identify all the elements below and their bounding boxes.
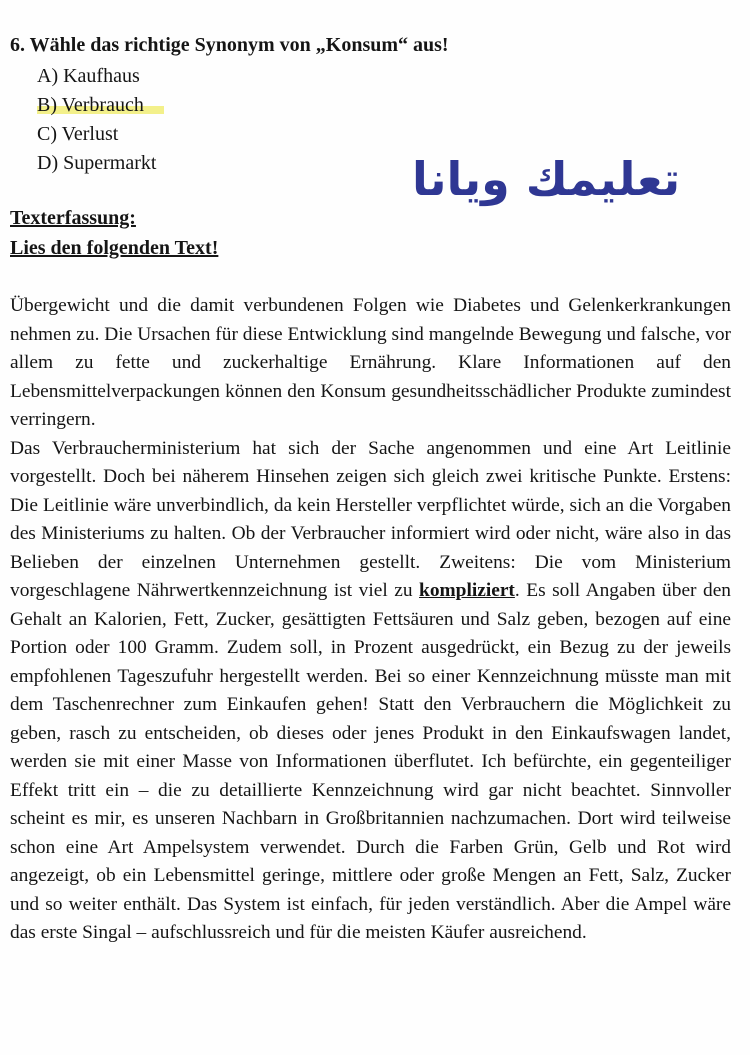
option-a: A) Kaufhaus	[37, 65, 140, 87]
paragraph-2	[10, 435, 731, 948]
paragraph-1: Übergewicht und die damit verbundenen Folgen wie Diabetes und Gelenkerkrankungen nehmen zu. Die Ursachen für diese Entwicklung sind mangelnde Bewegung und falsche, vor allem zu fette und zuckerhaltige Ernährung. Klare Informationen auf den Lebensmittelverpackungen können den Konsum gesundheitsschädlicher Produkte zumindest verringern.	[10, 295, 731, 430]
reading-text	[10, 292, 731, 948]
keyword-kompliziert: kompliziert	[419, 580, 515, 601]
option-d: D) Supermarkt	[37, 152, 157, 174]
arabic-watermark: تعليمك ويانا	[412, 152, 681, 206]
question-title: 6. Wähle das richtige Synonym von „Konsum“ aus!	[10, 34, 449, 56]
section-instruction: Lies den folgenden Text!	[10, 237, 219, 259]
paragraph-2-end: . Es soll Angaben über den Gehalt an Kalorien, Fett, Zucker, gesättigten Fettsäuren und Salz geben, bezogen auf eine Portion oder 100 Gramm. Zudem soll, in Prozent ausgedrückt, ein Bezug zu der jeweils empfohlenen Tageszufuhr hergestellt werden. Bei so einer Kennzeichnung müsste man mit dem Taschenrechner zum Einkaufen gehen! Statt den Verbrauchern die Möglichkeit zu geben, rasch zu entscheiden, ob dieses oder jenes Produkt in den Einkaufswagen landet, werden sie mit einer Masse von Informationen überflutet. Ich befürchte, ein gegenteiliger Effekt tritt ein – die zu detaillierte Kennzeichnung wird gar nicht beachtet. Sinnvoller scheint es mir, es unseren Nachbarn in Großbritannien nachzumachen. Dort wird teilweise schon eine Art Ampelsystem verwendet. Durch die Farben Grün, Gelb und Rot wird angezeigt, ob ein Lebensmittel geringe, mittlere oder große Mengen an Fett, Salz, Zucker und so weiter enthält. Das System ist einfach, für jeden verständlich. Aber die Ampel wäre das erste Singal – aufschlussreich und für die meisten Käufer ausreichend.	[10, 580, 732, 943]
option-b	[37, 91, 164, 120]
highlighted-answer: B) Verbrauch	[37, 94, 164, 116]
paragraph-2-start: Das Verbraucherministerium hat sich der Sache angenommen und eine Art Leitlinie vorgestellt. Doch bei näherem Hinsehen zeigen sich gleich zwei kritische Punkte. Erstens: Die Leitlinie wäre unverbindlich, da kein Hersteller verpflichtet würde, sich an die Vorgaben des Ministeriums zu halten. Ob der Verbraucher informiert wird oder nicht, wäre also in das Belieben der einzelnen Unternehmen gestellt. Zweitens: Die vom Ministerium vorgeschlagene Nährwertkennzeichnung ist viel zu	[10, 437, 731, 601]
answer-options	[37, 62, 164, 178]
option-c: C) Verlust	[37, 123, 119, 145]
section-heading: Texterfassung:	[10, 207, 136, 229]
